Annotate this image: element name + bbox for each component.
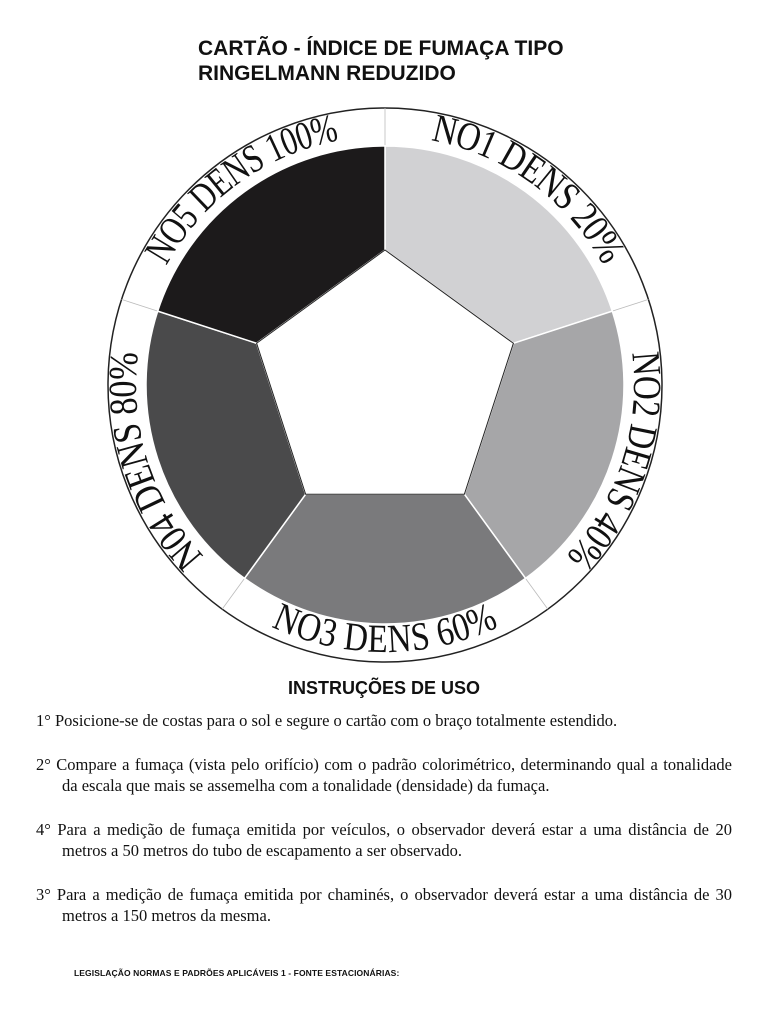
card-title-line-2: RINGELMANN REDUZIDO — [198, 62, 456, 85]
instruction-item: 3° Para a medição de fumaça emitida por chaminés, o observador deverá estar a uma distância de 30 metros a 150 metros da mesma. — [36, 884, 732, 925]
instruction-item: 1° Posicione-se de costas para o sol e segure o cartão com o braço totalmente estendido. — [36, 711, 618, 730]
density-label-100: NO5 DENS 100% — [135, 103, 349, 271]
density-label-60: NO3 DENS 60% — [267, 591, 508, 662]
footer-note: LEGISLAÇÃO NORMAS E PADRÕES APLICÁVEIS 1 - FONTE ESTACIONÁRIAS: — [74, 968, 400, 978]
density-label-80: N04 DENS 80% — [99, 345, 211, 580]
card-title-line-1: CARTÃO - ÍNDICE DE FUMAÇA TIPO — [198, 37, 564, 60]
card-title — [198, 36, 718, 86]
instructions-list — [36, 710, 732, 927]
instruction-item: 4° Para a medição de fumaça emitida por veículos, o observador deverá estar a uma distância de 20 metros a 50 metros do tubo de escapamento a ser observado. — [36, 819, 732, 860]
density-label-20: NO1 DENS 20% — [428, 105, 638, 276]
instructions-heading: INSTRUÇÕES DE USO — [287, 678, 481, 698]
ringelmann-wheel-graphic — [95, 100, 675, 670]
instruction-item: 2° Compare a fumaça (vista pelo orifício) com o padrão colorimétrico, determinando qual a tonalidade da escala que mais se assemelha com a tonalidade (densidade) da fumaça. — [36, 754, 732, 795]
ringelmann-wheel — [95, 100, 675, 670]
density-label-40: NO2 DENS 40% — [555, 349, 671, 585]
